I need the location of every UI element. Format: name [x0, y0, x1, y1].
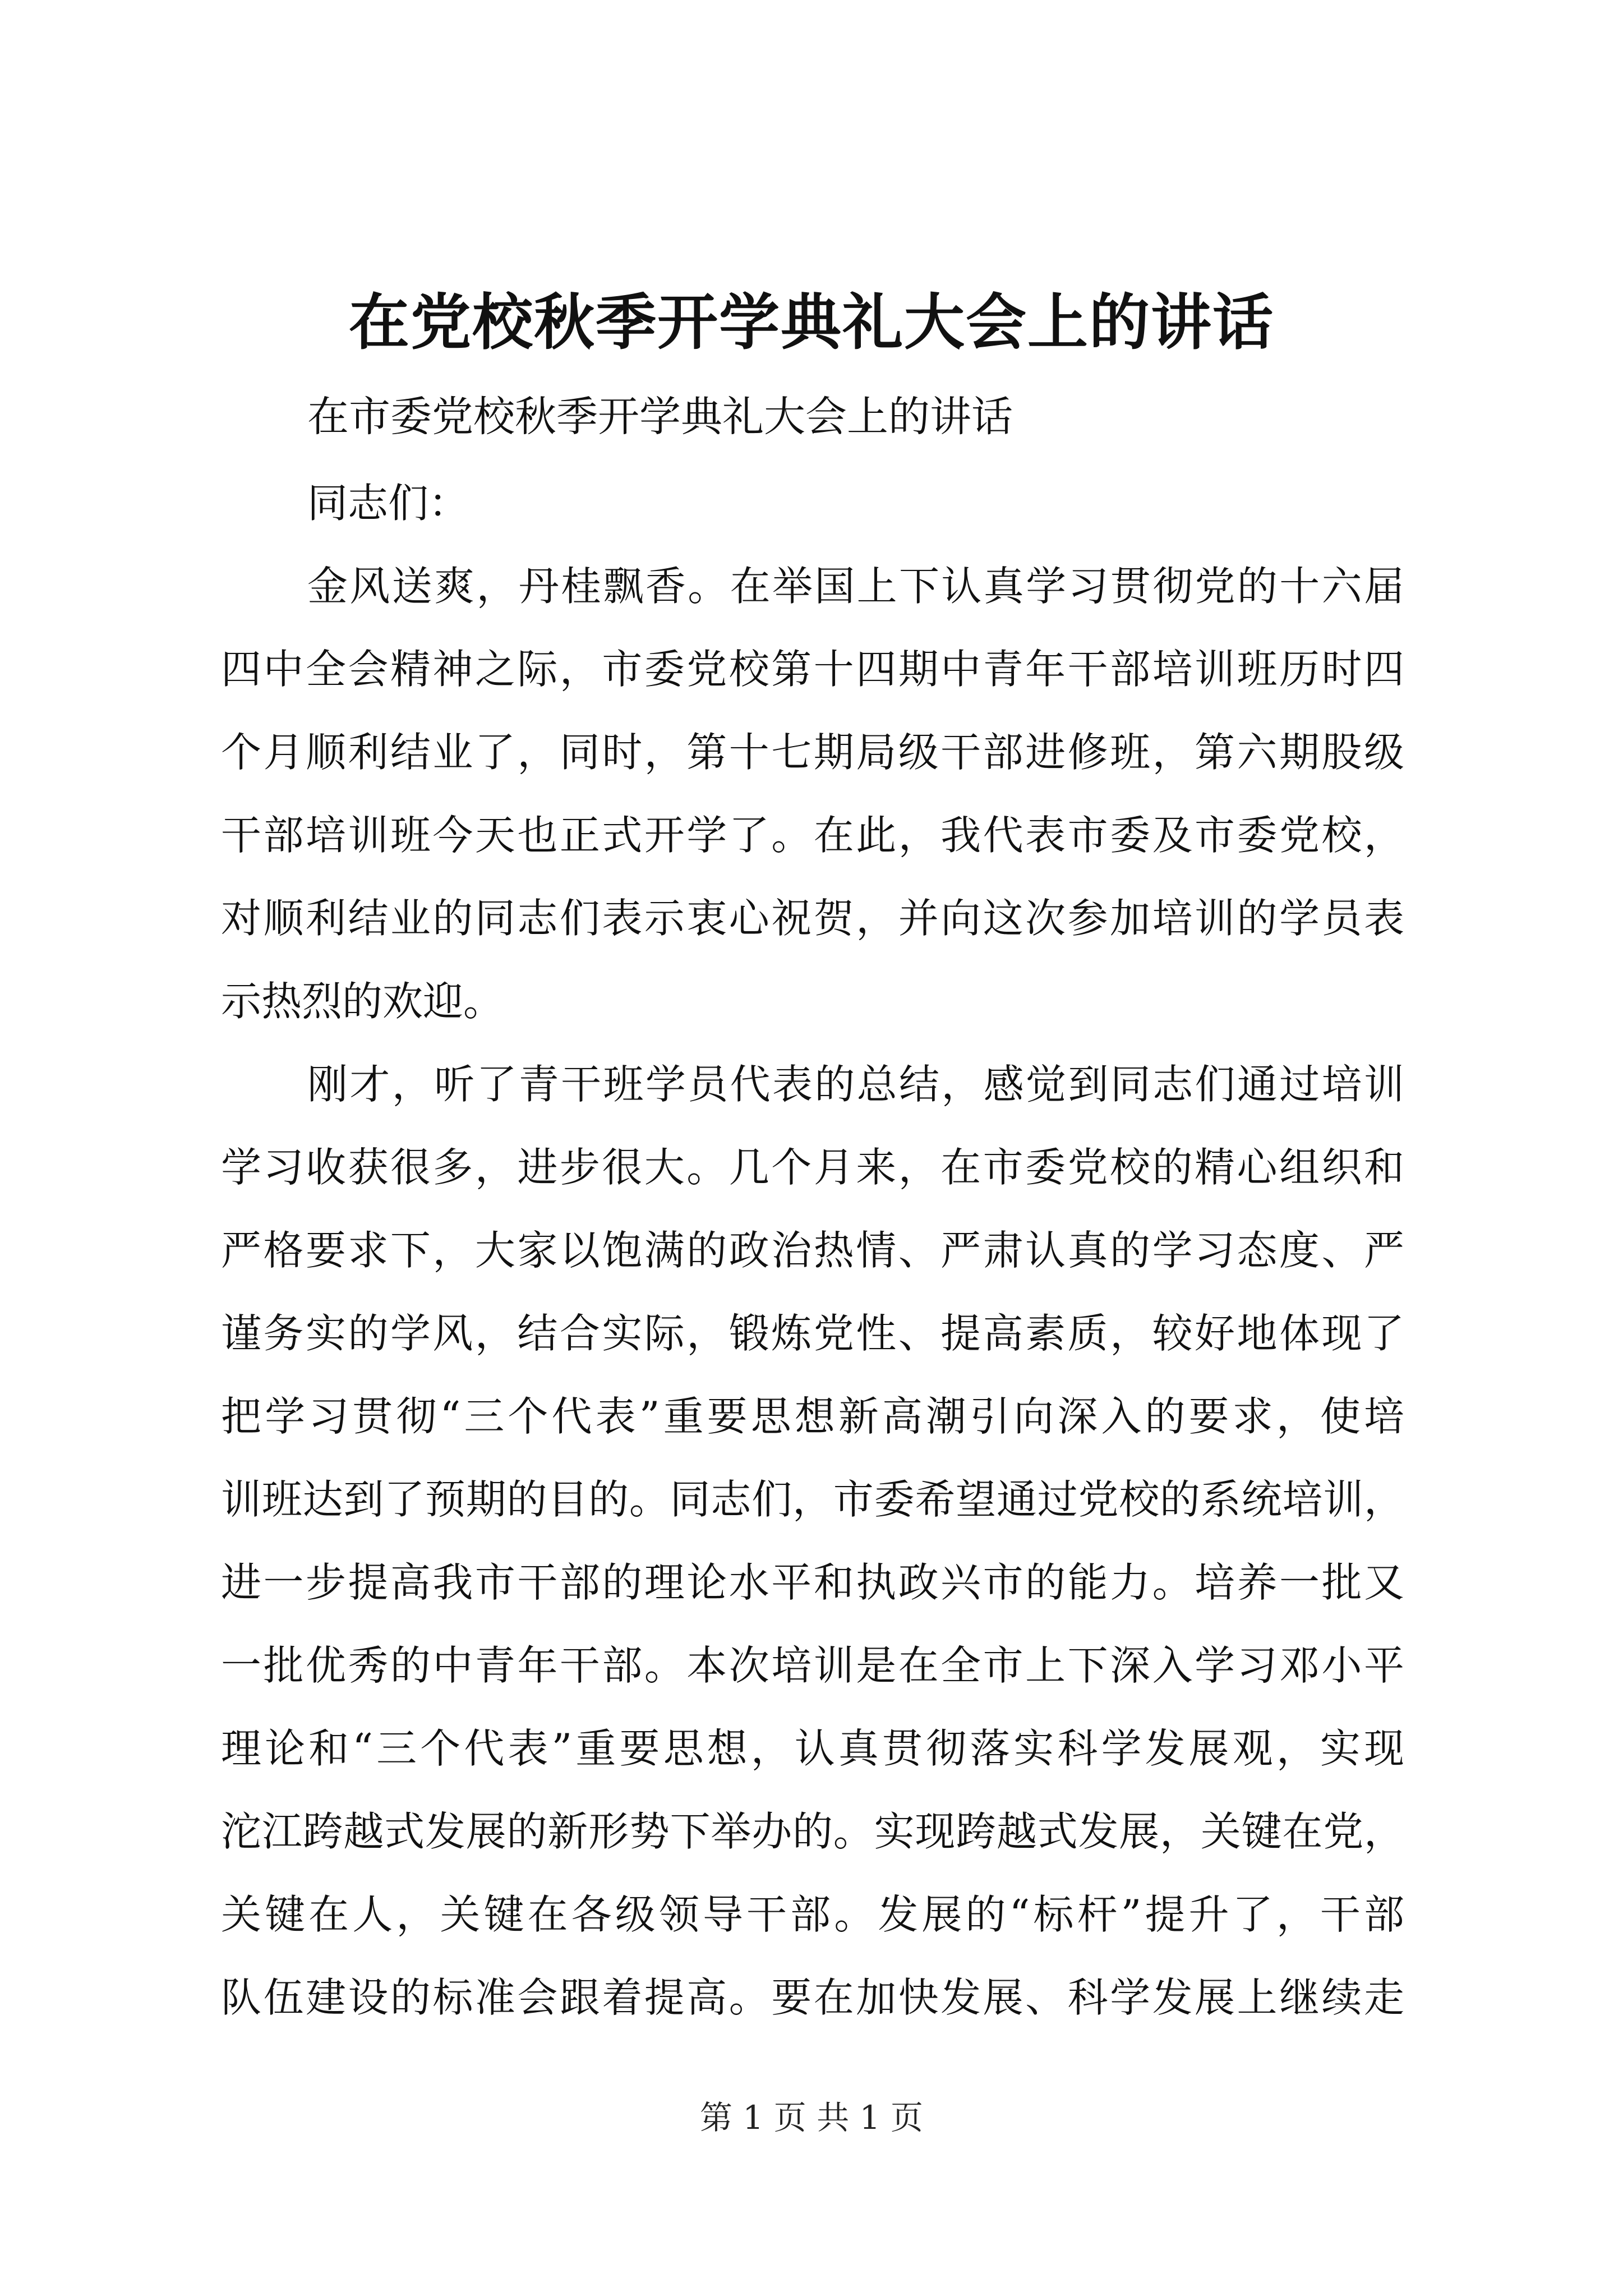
paragraph-1-line-4: 干部培训班今天也正式开学了。在此，我代表市委及市委党校，	[221, 812, 1404, 859]
paragraph-2-line-3: 严格要求下，大家以饱满的政治热情、严肃认真的学习态度、严	[221, 1227, 1404, 1274]
paragraph-2-line-8: 一批优秀的中青年干部。本次培训是在全市上下深入学习邓小平	[221, 1642, 1404, 1689]
document-title: 在党校秋季开学典礼大会上的讲话	[348, 287, 1274, 358]
paragraph-2-line-12: 队伍建设的标准会跟着提高。要在加快发展、科学发展上继续走	[221, 1974, 1404, 2021]
paragraph-2-line-1: 刚才，听了青干班学员代表的总结，感觉到同志们通过培训	[307, 1061, 1404, 1108]
paragraph-2-line-2: 学习收获很多，进步很大。几个月来，在市委党校的精心组织和	[221, 1144, 1404, 1191]
paragraph-2-line-7: 进一步提高我市干部的理论水平和执政兴市的能力。培养一批又	[221, 1559, 1404, 1606]
paragraph-1-line-5: 对顺利结业的同志们表示衷心祝贺，并向这次参加培训的学员表	[221, 895, 1404, 942]
paragraph-2-line-6: 训班达到了预期的目的。同志们，市委希望通过党校的系统培训，	[221, 1476, 1404, 1523]
paragraph-2-line-4: 谨务实的学风，结合实际，锻炼党性、提高素质，较好地体现了	[221, 1310, 1404, 1357]
paragraph-1-line-6: 示热烈的欢迎。	[221, 978, 504, 1025]
paragraph-2-line-10: 沱江跨越式发展的新形势下举办的。实现跨越式发展，关键在党，	[221, 1808, 1404, 1855]
paragraph-2-line-11: 关键在人，关键在各级领导干部。发展的“标杆”提升了，干部	[221, 1891, 1404, 1938]
paragraph-1-line-3: 个月顺利结业了，同时，第十七期局级干部进修班，第六期股级	[221, 729, 1404, 776]
paragraph-1-line-2: 四中全会精神之际，市委党校第十四期中青年干部培训班历时四	[221, 646, 1404, 693]
greeting: 同志们：	[307, 480, 469, 527]
paragraph-2-line-5: 把学习贯彻“三个代表”重要思想新高潮引向深入的要求，使培	[221, 1393, 1404, 1440]
page-footer: 第 1 页 共 1 页	[700, 2099, 923, 2137]
paragraph-2-line-9: 理论和“三个代表”重要思想，认真贯彻落实科学发展观，实现	[221, 1725, 1404, 1772]
document-subtitle: 在市委党校秋季开学典礼大会上的讲话	[307, 393, 1013, 441]
paragraph-1-line-1: 金风送爽，丹桂飘香。在举国上下认真学习贯彻党的十六届	[307, 563, 1404, 610]
